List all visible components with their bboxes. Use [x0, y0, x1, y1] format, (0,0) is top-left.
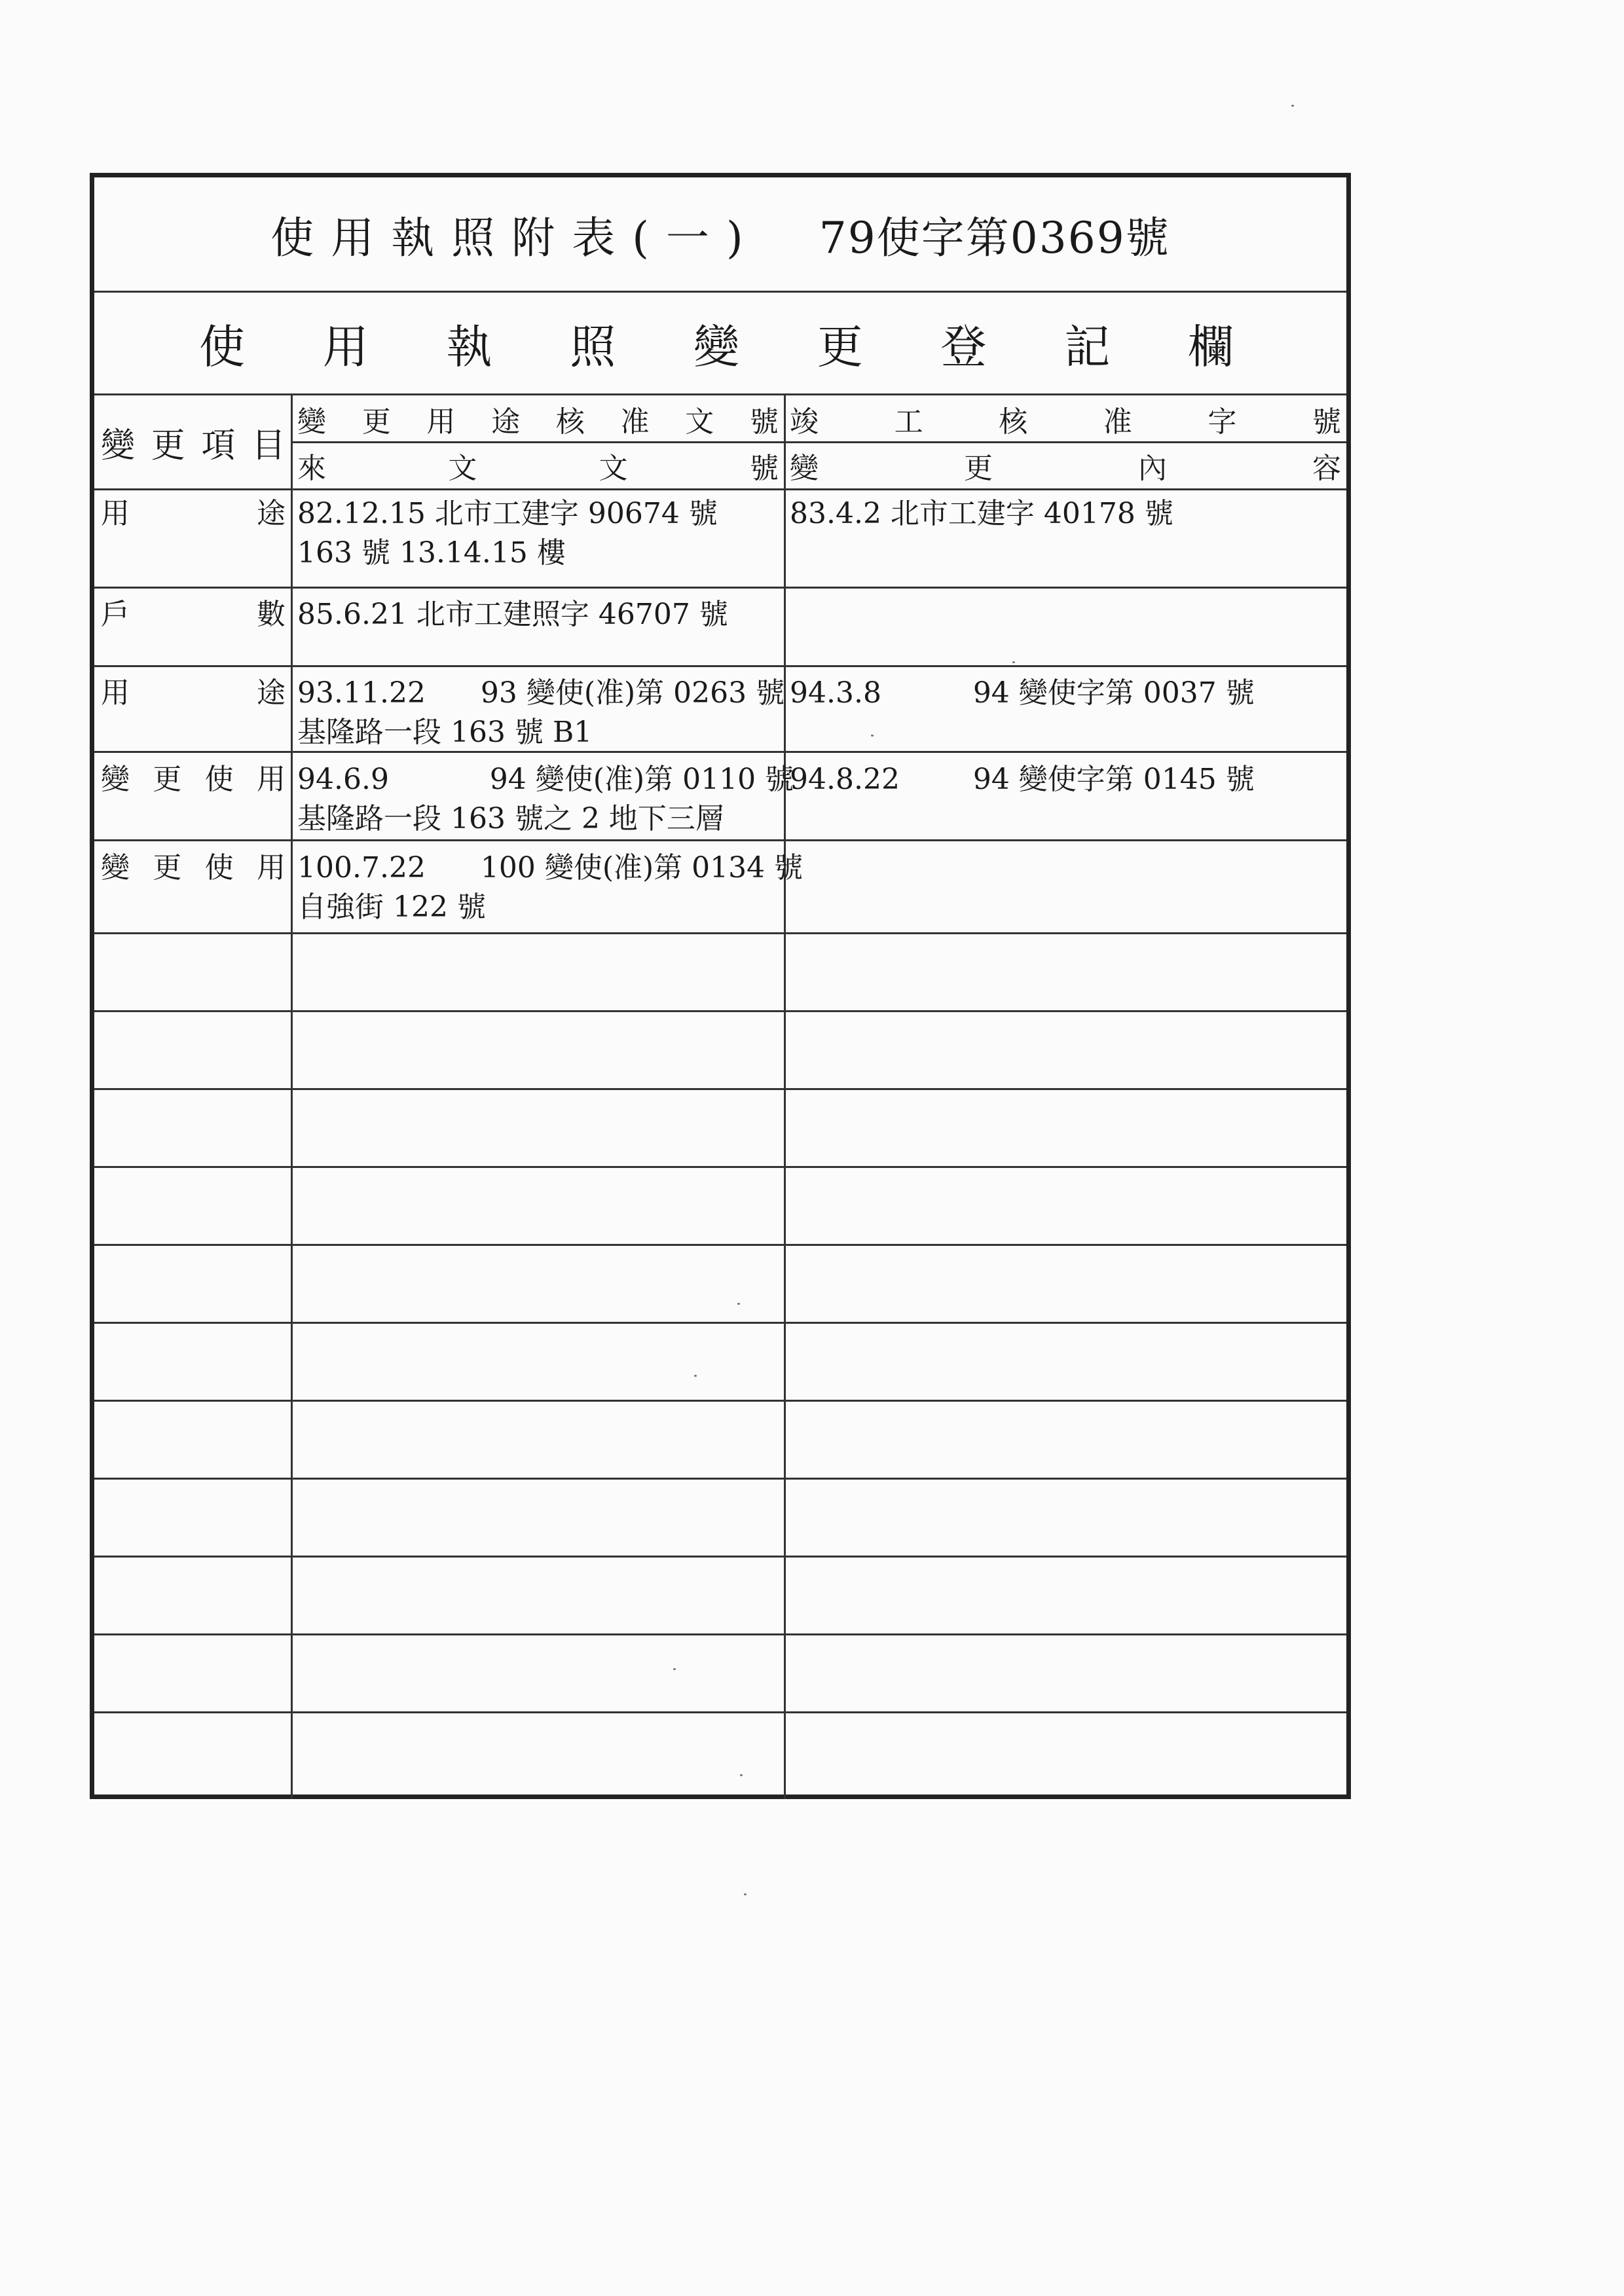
label-char: 更: [153, 851, 182, 884]
approval-doc-line: 100.7.22 100 變使(准)第 0134 號: [297, 851, 803, 884]
header-char: 更: [964, 452, 993, 485]
scan-speck: [871, 735, 874, 737]
row-divider: [94, 1010, 1346, 1012]
header-char: 變: [297, 405, 326, 439]
label-char: 變: [101, 851, 130, 884]
title-char: 執: [391, 213, 452, 263]
row-divider: [94, 1633, 1346, 1635]
title-row: [94, 177, 1346, 293]
subtitle-char: 欄: [1188, 319, 1234, 374]
title-char: 照: [451, 213, 512, 263]
subtitle-char: 用: [322, 319, 369, 374]
section-title: [199, 293, 1234, 393]
approval-doc-line: 基隆路一段 163 號 B1: [297, 716, 593, 749]
row-divider: [94, 839, 1346, 841]
subtitle-char: 執: [446, 319, 492, 374]
subtitle-char: 記: [1064, 319, 1111, 374]
row-divider: [94, 1166, 1346, 1168]
header-char: 工: [894, 405, 923, 439]
title-char: 用: [331, 213, 392, 263]
subtitle-row: [94, 293, 1346, 395]
label-char: 數: [257, 598, 286, 631]
label-char: 途: [257, 676, 286, 710]
scan-speck: [744, 1893, 747, 1895]
label-char: 戶: [101, 598, 130, 631]
row-divider: [94, 587, 1346, 589]
subtitle-char: 使: [199, 319, 245, 374]
completion-no-line: 83.4.2 北市工建字 40178 號: [790, 497, 1173, 530]
row-divider: [94, 1556, 1346, 1558]
header-char: 變: [790, 452, 819, 485]
scan-speck: [673, 1668, 676, 1670]
completion-no-line: 94.3.8 94 變使字第 0037 號: [790, 676, 1255, 710]
approval-doc-line: 94.6.9 94 變使(准)第 0110 號: [297, 763, 794, 796]
completion-no-line: 94.8.22 94 變使字第 0145 號: [790, 763, 1255, 796]
header-char: 目: [251, 426, 286, 465]
page-title: [94, 177, 1346, 291]
header-completion-no: [790, 397, 1341, 441]
subtitle-char: 變: [693, 319, 739, 374]
scan-speck: [1012, 661, 1015, 663]
header-char: 字: [1208, 405, 1237, 439]
header-char: 號: [749, 405, 779, 439]
row-divider: [94, 932, 1346, 934]
header-char: 來: [297, 452, 326, 485]
header-char: 竣: [790, 405, 819, 439]
header-char: 號: [1312, 405, 1341, 439]
row-label: [101, 760, 286, 799]
header-item: [101, 395, 286, 488]
subtitle-char: 照: [570, 319, 616, 374]
label-char: 途: [257, 497, 286, 530]
label-char: 更: [153, 763, 182, 796]
header-approval-doc: [297, 397, 779, 441]
title-char: 使: [270, 213, 331, 263]
row-divider: [94, 1322, 1346, 1324]
title-char: (一): [632, 213, 760, 263]
license-number: 79使字第0369號: [819, 213, 1170, 263]
row-label: [101, 674, 286, 713]
row-divider: [94, 751, 1346, 753]
header-char: 變: [101, 426, 136, 465]
header-char: 核: [555, 405, 585, 439]
subtitle-char: 更: [817, 319, 863, 374]
scan-speck: [694, 1375, 697, 1377]
approval-doc-line: 163 號 13.14.15 樓: [297, 536, 566, 570]
row-divider: [94, 665, 1346, 667]
approval-doc-line: 93.11.22 93 變使(准)第 0263 號: [297, 676, 785, 710]
row-divider: [94, 1088, 1346, 1090]
registration-table: [90, 173, 1351, 1799]
scan-speck: [737, 1303, 740, 1305]
header-char: 用: [426, 405, 456, 439]
scan-speck: [740, 1774, 743, 1776]
header-bottom-line: [94, 488, 1346, 490]
row-divider: [94, 1711, 1346, 1713]
scan-speck: [1291, 105, 1294, 107]
row-divider: [94, 1478, 1346, 1480]
row-label: [101, 494, 286, 534]
label-char: 變: [101, 763, 130, 796]
header-char: 號: [749, 452, 779, 485]
row-divider: [94, 1244, 1346, 1246]
approval-doc-line: 自強街 122 號: [297, 890, 486, 924]
header-char: 途: [491, 405, 521, 439]
header-char: 文: [448, 452, 477, 485]
label-char: 用: [256, 763, 286, 796]
label-char: 使: [204, 851, 234, 884]
label-char: 用: [256, 851, 286, 884]
header-char: 准: [1103, 405, 1132, 439]
header-source-doc: [297, 443, 779, 488]
header-char: 核: [999, 405, 1028, 439]
header-char: 更: [361, 405, 391, 439]
title-char: 附: [511, 213, 572, 263]
label-char: 用: [101, 676, 130, 710]
approval-doc-line: 85.6.21 北市工建照字 46707 號: [297, 598, 728, 631]
header-char: 內: [1138, 452, 1167, 485]
title-char: 表: [572, 213, 633, 263]
row-label: [101, 848, 286, 888]
header-change-content: [790, 443, 1341, 488]
column-divider-2: [784, 395, 786, 1799]
header-char: 文: [599, 452, 628, 485]
row-divider: [94, 1400, 1346, 1402]
subtitle-char: 登: [940, 319, 987, 374]
label-char: 用: [101, 497, 130, 530]
row-label: [101, 595, 286, 634]
header-char: 准: [620, 405, 650, 439]
header-char: 更: [151, 426, 185, 465]
header-char: 容: [1312, 452, 1341, 485]
approval-doc-line: 82.12.15 北市工建字 90674 號: [297, 497, 718, 530]
approval-doc-line: 基隆路一段 163 號之 2 地下三層: [297, 802, 724, 835]
header-char: 文: [685, 405, 714, 439]
label-char: 使: [204, 763, 234, 796]
column-divider-1: [291, 395, 293, 1799]
header-char: 項: [201, 426, 236, 465]
